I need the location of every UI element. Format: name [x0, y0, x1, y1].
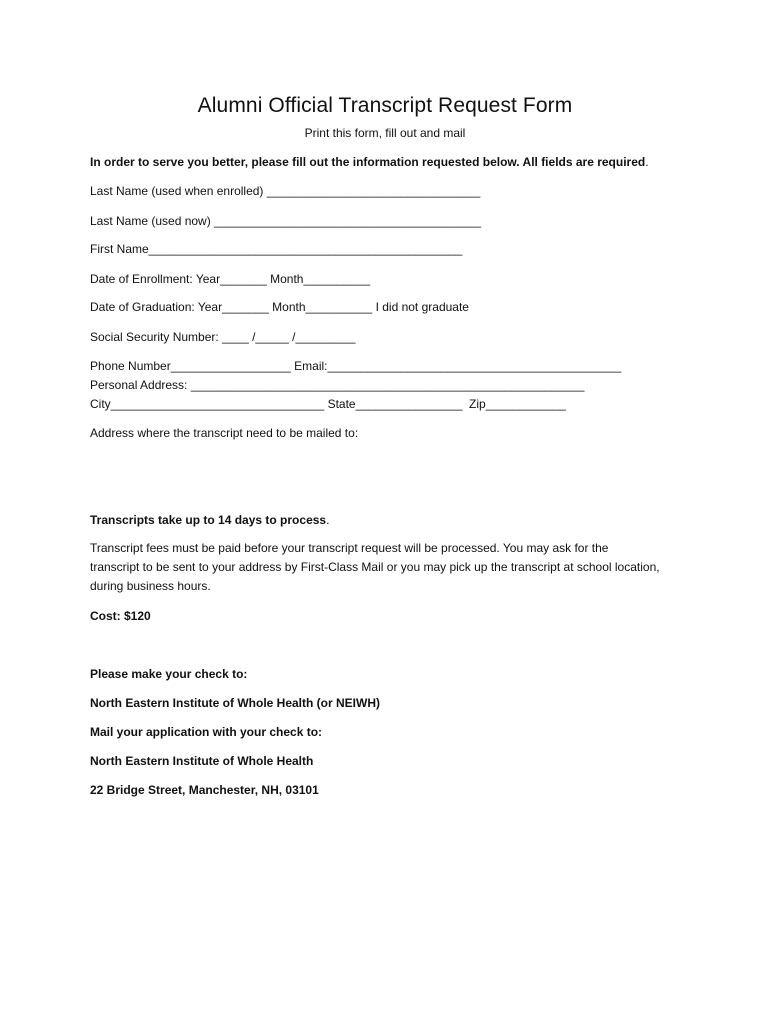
- processing-period: .: [326, 513, 330, 527]
- fees-paragraph: Transcript fees must be paid before your transcript request will be processed. You may ask for the transcript to be sent to your address by First-Class Mail or you may pick up the transcript at school location, during business hours.: [90, 541, 660, 593]
- payee-name: North Eastern Institute of Whole Health (or NEIWH): [90, 696, 380, 710]
- last-name-now-field[interactable]: Last Name (used now) ________________________________________: [90, 214, 482, 228]
- city-state-zip-field[interactable]: City________________________________ State________________ Zip____________: [90, 397, 566, 411]
- page-title: Alumni Official Transcript Request Form: [197, 94, 573, 117]
- processing-bold: Transcripts take up to 14 days to process: [90, 513, 327, 527]
- mailing-address-field[interactable]: Address where the transcript need to be mailed to:: [90, 426, 359, 440]
- last-name-enrolled-field[interactable]: Last Name (used when enrolled) ________________________________: [90, 184, 481, 198]
- intro-bold: In order to serve you better, please fill out the information requested below. All fields are required: [90, 155, 646, 169]
- mail-label: Mail your application with your check to:: [90, 725, 323, 739]
- mail-street-address: 22 Bridge Street, Manchester, NH, 03101: [90, 783, 319, 797]
- personal-address-field[interactable]: Personal Address: ___________________________________________________________: [90, 378, 585, 392]
- phone-email-field[interactable]: Phone Number__________________ Email:____________________________________________: [90, 359, 622, 373]
- graduation-date-field[interactable]: Date of Graduation: Year_______ Month__________ I did not graduate: [90, 300, 469, 314]
- ssn-field[interactable]: Social Security Number: ____ /_____ /_________: [90, 330, 356, 344]
- mail-institute-name: North Eastern Institute of Whole Health: [90, 754, 314, 768]
- first-name-field[interactable]: First Name_______________________________________________: [90, 242, 463, 256]
- intro-text: [90, 155, 649, 169]
- page-subtitle: Print this form, fill out and mail: [304, 126, 466, 140]
- check-to-label: Please make your check to:: [90, 667, 248, 681]
- intro-period: .: [645, 155, 649, 169]
- processing-note: [90, 513, 329, 527]
- enrollment-date-field[interactable]: Date of Enrollment: Year_______ Month__________: [90, 272, 371, 286]
- cost-text: Cost: $120: [90, 609, 151, 623]
